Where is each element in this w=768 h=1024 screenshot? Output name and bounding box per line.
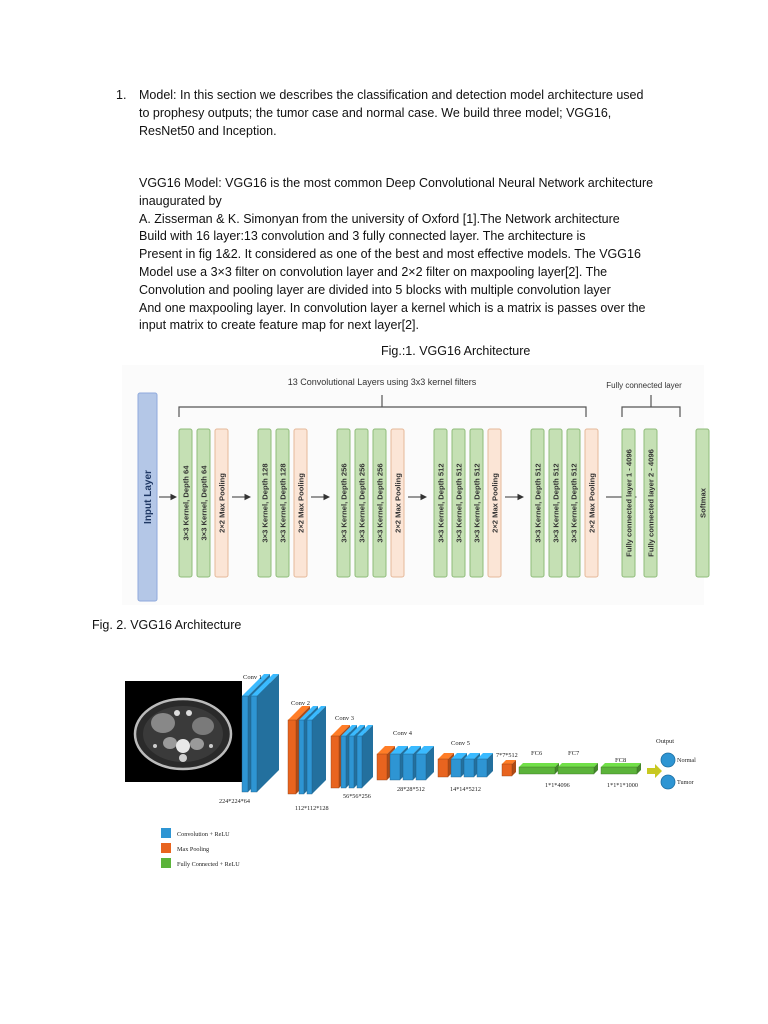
- fig2-vgg16-3d-diagram: [125, 668, 715, 873]
- legend-conv-label: Convolution + ReLU: [177, 831, 230, 838]
- model-intro-text: [139, 87, 696, 140]
- conv-layer-label: 3×3 Kernel, Depth 512: [533, 463, 543, 543]
- dim-label: 1*1*1*1000: [607, 782, 638, 789]
- dim-label: 14*14*5212: [450, 786, 481, 793]
- text-line: And one maxpooling layer. In convolution layer a kernel which is a matrix is passes over the: [139, 300, 646, 315]
- fc6-label: FC6: [531, 750, 543, 757]
- fig1-layer-group: [159, 429, 709, 577]
- fig1-svg: [122, 365, 708, 605]
- fig2-layer-stack: [242, 674, 641, 794]
- fc-layer-label: Fully connected layer 2 - 4096: [646, 449, 656, 557]
- text-line: A. Zisserman & K. Simonyan from the university of Oxford [1].The Network architecture: [139, 211, 620, 226]
- legend-fc-label: Fully Connected + ReLU: [177, 861, 240, 868]
- fc7-slab: [558, 763, 598, 774]
- conv-layer-label: 3×3 Kernel, Depth 64: [181, 465, 191, 541]
- conv-layer-label: 3×3 Kernel, Depth 256: [339, 463, 349, 543]
- text-line: Present in fig 1&2. It considered as one of the best and most effective models. The VGG16: [139, 247, 641, 262]
- text-line: Model: In this section we describes the classification and detection model architecture used: [139, 88, 644, 102]
- text-line: ResNet50 and Inception.: [139, 123, 277, 138]
- output-label: Output: [656, 738, 675, 745]
- stage-label-conv4: Conv 4: [393, 730, 412, 737]
- output-tumor-label: Tumor: [677, 779, 694, 786]
- output-arrow-icon: [647, 764, 662, 778]
- legend-pool-swatch: [161, 843, 171, 853]
- fc7-label: FC7: [568, 750, 580, 757]
- ct-scan-image: [125, 681, 242, 782]
- output-node-tumor: [661, 775, 675, 789]
- fc-layer-label: Fully connected layer 1 - 4096: [624, 449, 634, 557]
- conv-layer-label: 3×3 Kernel, Depth 512: [551, 463, 561, 543]
- conv-layer-label: 3×3 Kernel, Depth 128: [260, 463, 270, 543]
- fc-layers-header: Fully connected layer: [606, 381, 682, 390]
- text-line: Convolution and pooling layer are divided into 5 blocks with multiple convolution layer: [139, 282, 611, 297]
- conv-layer-label: 3×3 Kernel, Depth 512: [454, 463, 464, 543]
- conv-brace: [179, 395, 586, 417]
- pool-layer-label: 2×2 Max Pooling: [393, 473, 403, 533]
- conv-layer-label: 3×3 Kernel, Depth 256: [357, 463, 367, 543]
- text-line: to prophesy outputs; the tumor case and normal case. We build three model; VGG16,: [139, 105, 612, 120]
- fc-brace: [622, 395, 680, 417]
- softmax-layer-label: Softmax: [698, 488, 708, 518]
- list-number: 1.: [116, 88, 127, 102]
- legend-pool-label: Max Pooling: [177, 846, 210, 853]
- list-item-model: [116, 87, 696, 140]
- output-node-normal: [661, 753, 675, 767]
- dim-label: 28*28*512: [397, 786, 425, 793]
- input-layer-label: Input Layer: [143, 470, 154, 524]
- fig1-caption: Fig.:1. VGG16 Architecture: [381, 344, 531, 358]
- fc8-slab: [601, 763, 641, 774]
- fig1-vgg16-diagram: [122, 365, 708, 605]
- text-line: Build with 16 layer:13 convolution and 3 fully connected layer. The architecture is: [139, 229, 586, 244]
- vgg16-paragraph: [139, 175, 699, 335]
- text-line: VGG16 Model: VGG16 is the most common Deep Convolutional Neural Network architecture: [139, 176, 654, 190]
- dim-label: 112*112*128: [295, 805, 329, 812]
- text-line: inaugurated by: [139, 193, 222, 208]
- conv2-slab: [307, 706, 326, 794]
- conv-layer-label: 3×3 Kernel, Depth 128: [278, 463, 288, 543]
- pool-layer-label: 2×2 Max Pooling: [217, 473, 227, 533]
- text-line: input matrix to create feature map for next layer[2].: [139, 318, 419, 333]
- pool-slab: [502, 760, 516, 776]
- legend-conv-swatch: [161, 828, 171, 838]
- legend: [161, 828, 240, 868]
- conv-layer-label: 3×3 Kernel, Depth 64: [199, 465, 209, 541]
- stage-label-conv2: Conv 2: [291, 700, 310, 707]
- dim-label: 7*7*512: [496, 752, 518, 759]
- dim-label: 224*224*64: [219, 798, 250, 805]
- stage-label-conv3: Conv 3: [335, 715, 354, 722]
- pool-layer-label: 2×2 Max Pooling: [490, 473, 500, 533]
- legend-fc-swatch: [161, 858, 171, 868]
- dim-label: 56*56*256: [343, 793, 371, 800]
- fig2-caption: Fig. 2. VGG16 Architecture: [92, 618, 242, 632]
- fc8-label: FC8: [615, 757, 627, 764]
- dim-label: 1*1*4096: [545, 782, 570, 789]
- stage-label-conv1: Conv 1: [243, 674, 262, 681]
- conv-layer-label: 3×3 Kernel, Depth 512: [569, 463, 579, 543]
- pool-layer-label: 2×2 Max Pooling: [587, 473, 597, 533]
- conv-layers-header: 13 Convolutional Layers using 3x3 kernel filters: [287, 377, 477, 387]
- fc6-slab: [519, 763, 559, 774]
- pool-layer-label: 2×2 Max Pooling: [296, 473, 306, 533]
- conv3-slab: [357, 725, 373, 788]
- conv-layer-label: 3×3 Kernel, Depth 256: [375, 463, 385, 543]
- text-line: Model use a 3×3 filter on convolution layer and 2×2 filter on maxpooling layer[2]. The: [139, 264, 608, 279]
- stage-label-conv5: Conv 5: [451, 740, 470, 747]
- conv-layer-label: 3×3 Kernel, Depth 512: [436, 463, 446, 543]
- fig2-svg: [125, 668, 715, 873]
- conv-layer-label: 3×3 Kernel, Depth 512: [472, 463, 482, 543]
- output-normal-label: Normal: [677, 757, 696, 764]
